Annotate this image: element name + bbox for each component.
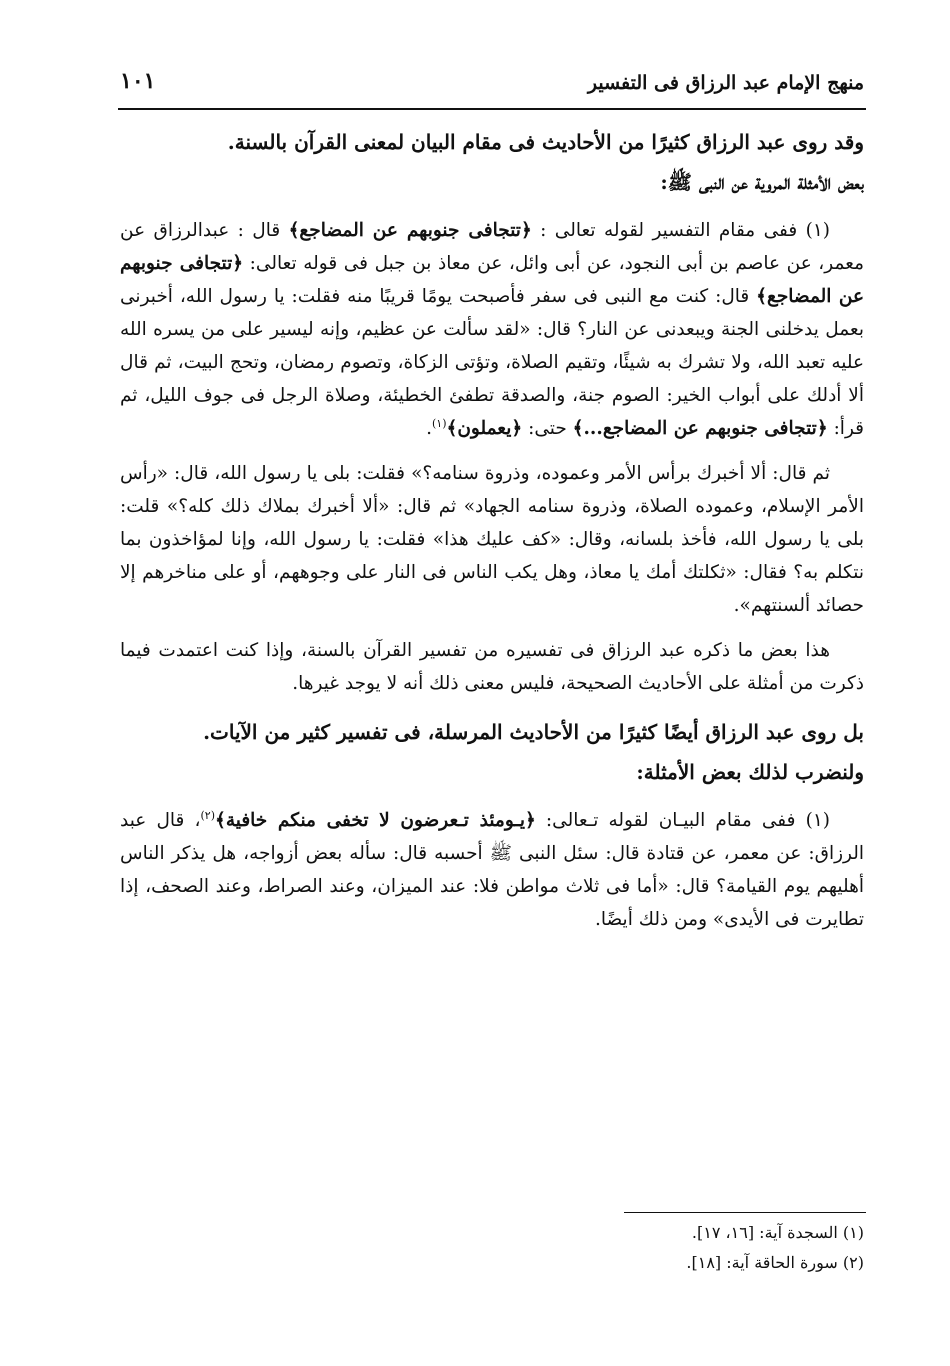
example-2-paragraph xyxy=(120,804,864,936)
footnote-ref-2: (٢) xyxy=(200,808,215,822)
page-header xyxy=(120,68,864,94)
example-1-end: . xyxy=(426,418,432,439)
example-2-hadith: ، قال عبد الرزاق: عن معمر، عن قتادة قال: سئل النبى ﷺ أحسبه قال: سأله بعض أزواجه، هل يذكر الناس أهليهم يوم القيامة؟ قال: «أما فى ثلاث مواطن فلا: عند الميزان، وعند الصراط، وعند الصحف، إذا تطايرت فى الأيدى» ومن ذلك أيضًا. xyxy=(120,810,864,930)
example-2-intro: (١) ففى مقام البيـان لقوله تـعالى: xyxy=(535,810,830,831)
section-heading-prophet-examples: بعض الأمثلة المروية عن النبى ﷺ: xyxy=(660,170,864,194)
example-1-intro: (١) ففى مقام التفسير لقوله تعالى : xyxy=(531,220,830,241)
quran-verse: ﴿تتجافى جنوبهم عن المضاجع...﴾ xyxy=(572,418,828,439)
example-1-chain: قال : عبدالرزاق عن معمر، عن عاصم بن أبى النجود، عن أبى وائل، عن معاذ بن جبل فى قوله تعالى: xyxy=(120,220,865,274)
header-rule xyxy=(118,108,866,110)
example-1-paragraph xyxy=(120,214,864,445)
page-number: ١٠١ xyxy=(120,68,156,94)
example-1-until: حتى: xyxy=(522,418,573,439)
page-body xyxy=(120,122,864,936)
quran-verse: ﴿تتجافى جنوبهم عن المضاجع﴾ xyxy=(120,253,865,307)
footnote-2: (٢) سورة الحاقة آية: [١٨]. xyxy=(686,1253,864,1272)
intro-sentence-mursal: بل روى عبد الرزاق أيضًا كثيرًا من الأحاديث المرسلة، فى تفسير كثير من الآيات. xyxy=(203,720,864,744)
quran-verse: ﴿تتجافى جنوبهم عن المضاجع﴾ xyxy=(288,220,532,241)
quran-verse: ﴿يـومئذ تـعرضون لا تخفى منكم خافية﴾ xyxy=(214,810,536,831)
footnote-ref-1: (١) xyxy=(431,416,447,430)
footnote-rule xyxy=(624,1212,866,1213)
footnotes xyxy=(520,1218,864,1278)
intro-sentence: وقد روى عبد الرزاق كثيرًا من الأحاديث فى مقام البيان لمعنى القرآن بالسنة. xyxy=(227,130,864,154)
running-title: منهج الإمام عبد الرزاق فى التفسير xyxy=(587,72,864,94)
footnote-1: (١) السجدة آية: [١٦، ١٧]. xyxy=(691,1223,864,1242)
section-heading-mursal-examples: ولنضرب لذلك بعض الأمثلة: xyxy=(636,760,864,784)
hadith-continuation-paragraph: ثم قال: ألا أخبرك برأس الأمر وعموده، وذروة سنامه؟» فقلت: بلى يا رسول الله، قال: «رأس الأمر الإسلام، وعموده الصلاة، وذروة سنامه الجهاد» ثم قال: «ألا أخبرك بملاك ذلك كله؟» قلت: بلى يا رسول الله، فأخذ بلسانه، وقال: «كف عليك هذا» فقلت: يا رسول الله، وإنا لمؤاخذون بما نتكلم به؟ فقال: «ثكلتك أمك يا معاذ، وهل يكب الناس فى النار على وجوههم، أو على مناخرهم إلا حصائد ألسنتهم». xyxy=(120,463,864,616)
summary-paragraph: هذا بعض ما ذكره عبد الرزاق فى تفسيره من تفسير القرآن بالسنة، وإذا كنت اعتمدت فيما ذكرت من أمثلة على الأحاديث الصحيحة، فليس معنى ذلك أنه لا يوجد غيرها. xyxy=(120,640,864,694)
quran-verse: ﴿يعملون﴾ xyxy=(446,418,523,439)
example-1-hadith: قال: كنت مع النبى فى سفر فأصبحت يومًا قريبًا منه فقلت: يا رسول الله، أخبرنى بعمل يدخلنى الجنة ويبعدنى عن النار؟ قال: «لقد سألت عن عظيم، وإنه ليسير على من يسره الله عليه تعبد الله، ولا تشرك به شيئًا، وتقيم الصلاة، وتؤتى الزكاة، وتصوم رمضان، وتحج البيت، ثم قال ألا أدلك على أبواب الخير: الصوم جنة، والصدقة تطفئ الخطيئة، وصلاة الرجل فى جوف الليل، ثم قرأ: xyxy=(120,286,864,439)
